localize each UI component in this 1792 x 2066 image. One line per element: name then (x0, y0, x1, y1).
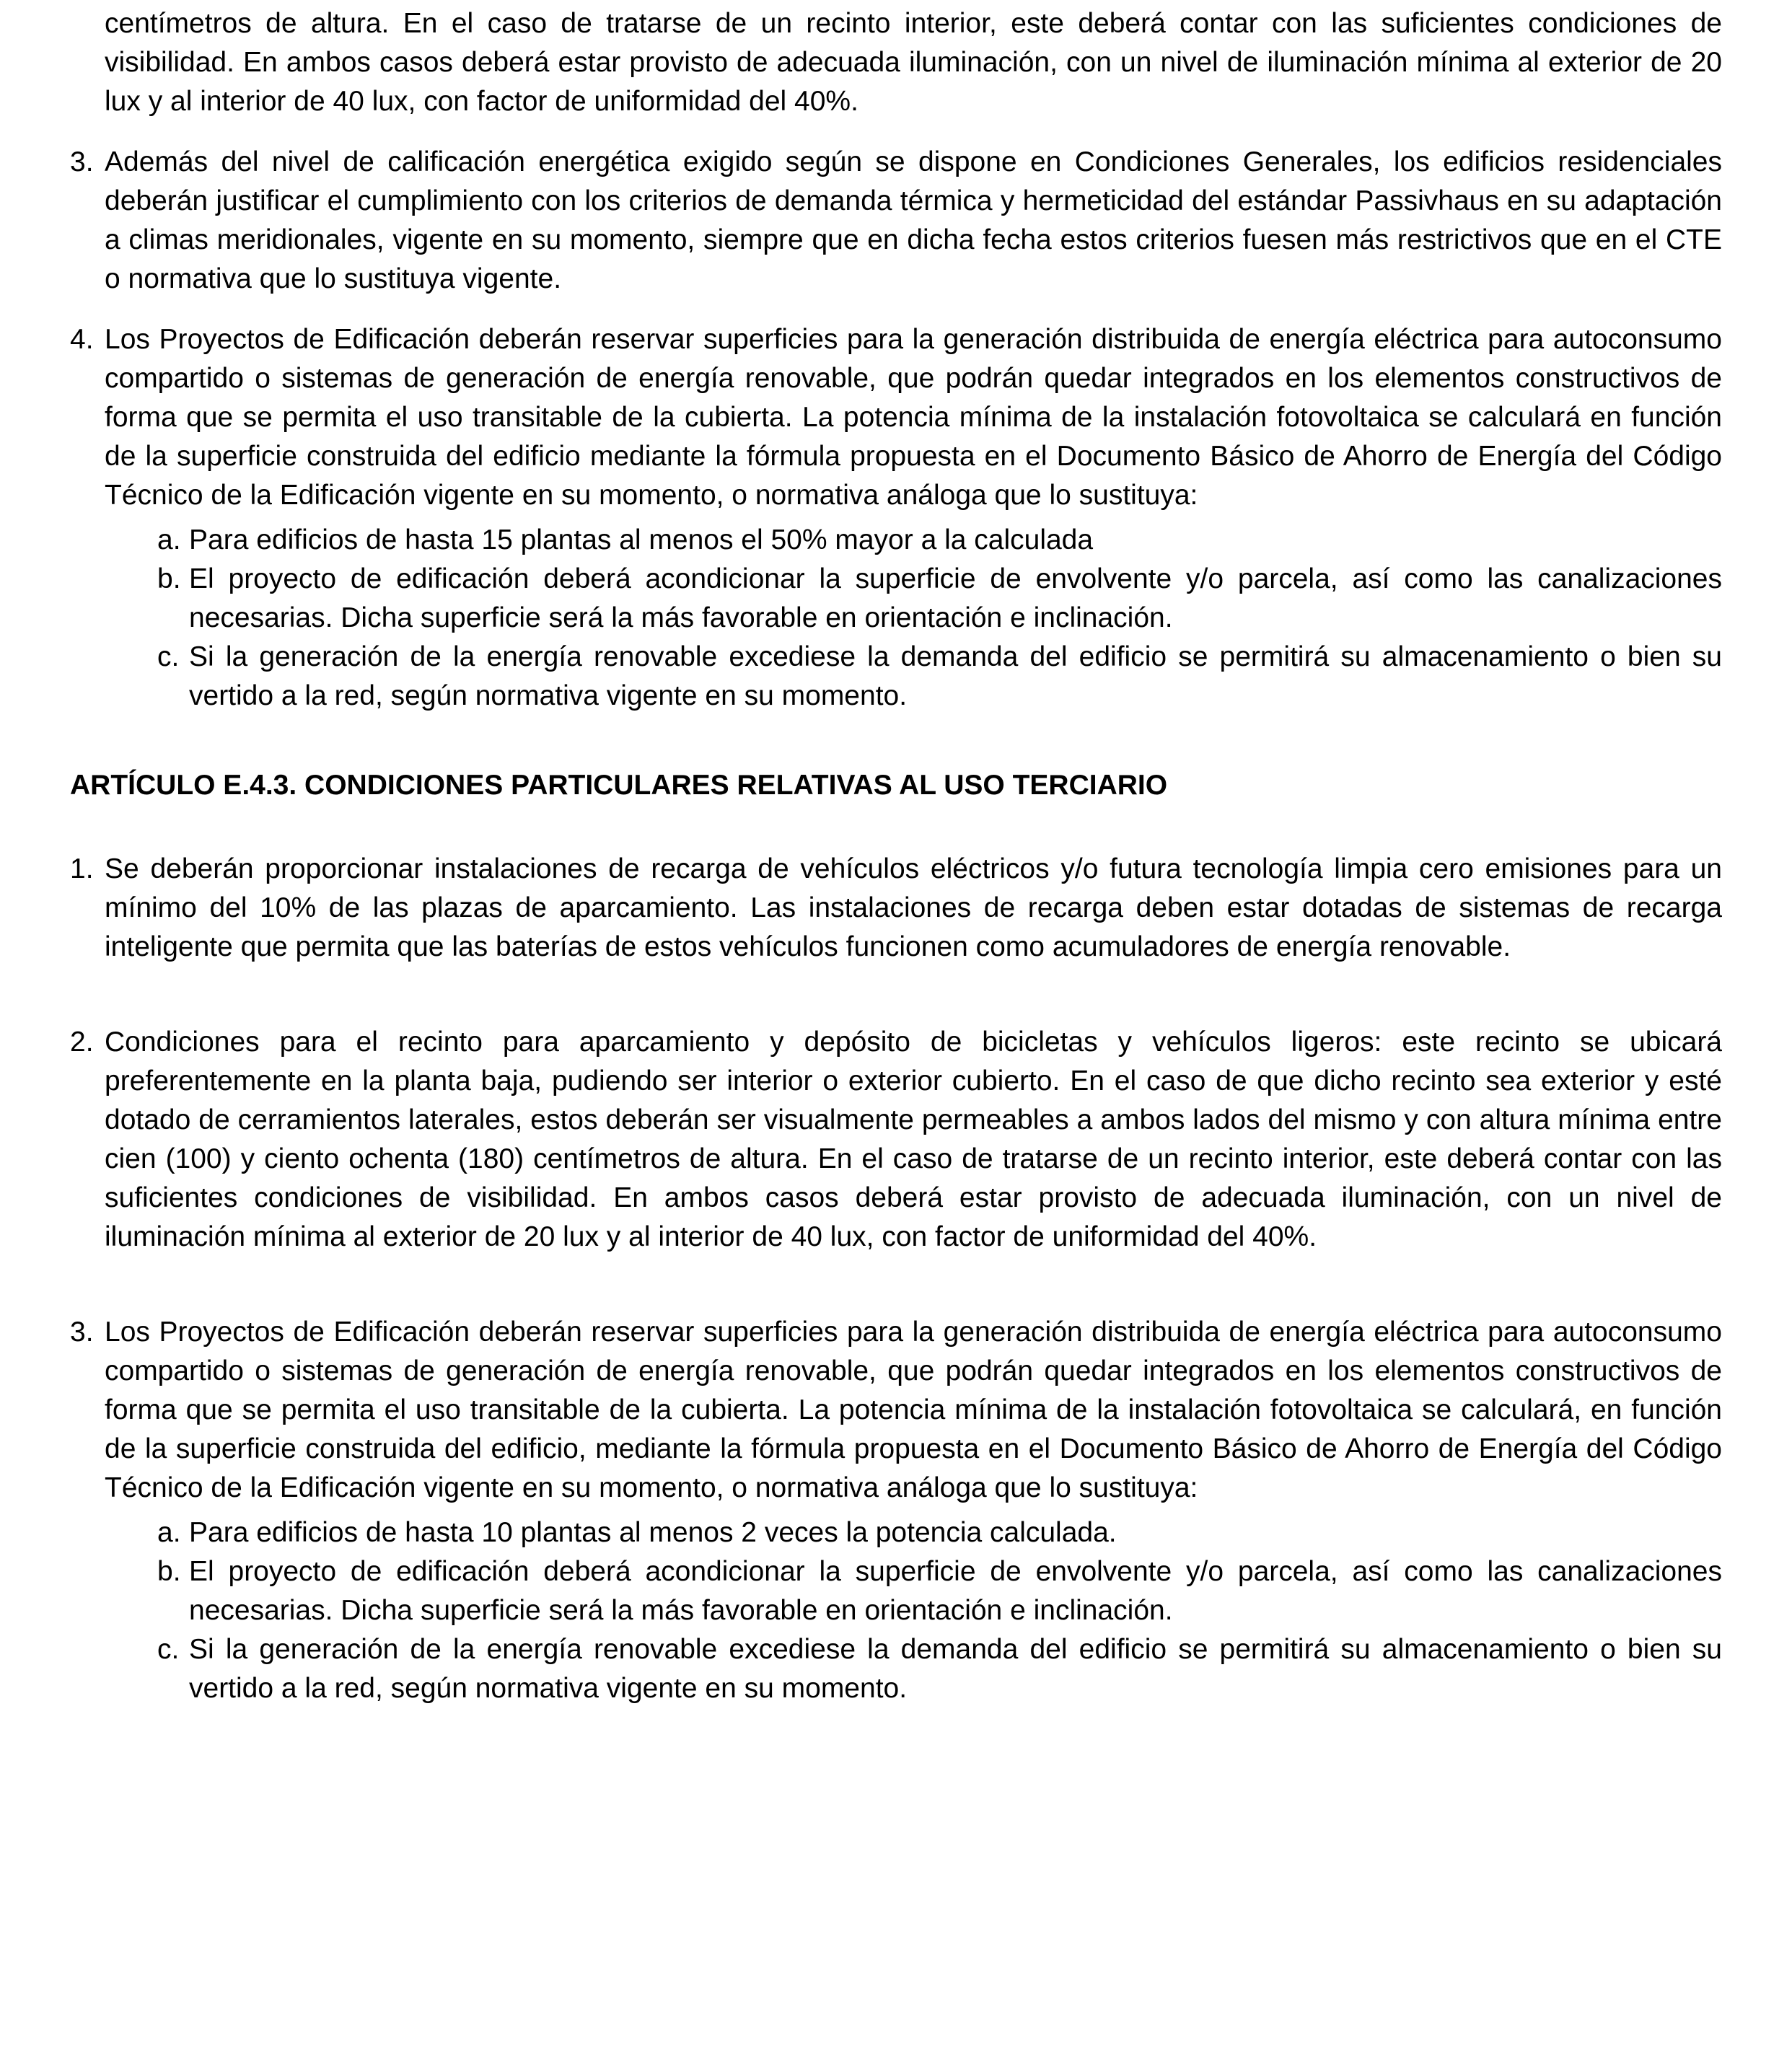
numbered-item (70, 143, 1722, 299)
item-number: 2. (70, 1027, 94, 1058)
item-text: Se deberán proporcionar instalaciones de recarga de vehículos eléctricos y/o futura tecnología limpia cero emisiones para un mínimo del 10% de las plazas de aparcamiento. Las instalaciones de recarga deben estar dotadas de sistemas de recarga inteligente que permita que las baterías de estos vehículos funcionen como acumuladores de energía renovable. (105, 853, 1722, 962)
item-text: Además del nivel de calificación energética exigido según se dispone en Condiciones Generales, los edificios residenciales deberán justificar el cumplimiento con los criterios de demanda térmica y hermeticidad del estándar Passivhaus en su adaptación a climas meridionales, vigente en su momento, siempre que en dicha fecha estos criterios fuesen más restrictivos que en el CTE o normativa que lo sustituya vigente. (105, 146, 1722, 294)
sub-list (157, 1513, 1722, 1708)
sub-item (157, 1630, 1722, 1708)
sub-item-text: El proyecto de edificación deberá acondicionar la superficie de envolvente y/o parcela, así como las canalizaciones necesarias. Dicha superficie será la más favorable en orientación e inclinación. (189, 1556, 1722, 1626)
sub-item (157, 521, 1722, 560)
numbered-item (70, 320, 1722, 515)
sub-item-text: Para edificios de hasta 10 plantas al menos 2 veces la potencia calculada. (189, 1517, 1117, 1548)
sub-item-letter: c. (157, 1634, 180, 1665)
item-text: Condiciones para el recinto para aparcamiento y depósito de bicicletas y vehículos ligeros: este recinto se ubicará preferentemente en la planta baja, pudiendo ser interior o exterior cubierto. En el caso de que dicho recinto sea exterior y esté dotado de cerramientos laterales, estos deberán ser visualmente permeables a ambos lados del mismo y con altura mínima entre cien (100) y ciento ochenta (180) centímetros de altura. En el caso de tratarse de un recinto interior, este deberá contar con las suficientes condiciones de visibilidad. En ambos casos deberá estar provisto de adecuada iluminación, con un nivel de iluminación mínima al exterior de 20 lux y al interior de 40 lux, con factor de uniformidad del 40%. (105, 1027, 1722, 1252)
sub-item (157, 638, 1722, 716)
item-number: 1. (70, 853, 94, 884)
sub-item-letter: b. (157, 1556, 181, 1587)
sub-item-text: Si la generación de la energía renovable excediese la demanda del edificio se permitirá su almacenamiento o bien su vertido a la red, según normativa vigente en su momento. (189, 641, 1722, 711)
paragraph-continuation: centímetros de altura. En el caso de tratarse de un recinto interior, este deberá contar con las suficientes condiciones de visibilidad. En ambos casos deberá estar provisto de adecuada iluminación, con un nivel de iluminación mínima al exterior de 20 lux y al interior de 40 lux, con factor de uniformidad del 40%. (105, 8, 1722, 117)
numbered-item (70, 1023, 1722, 1257)
item-text: Los Proyectos de Edificación deberán reservar superficies para la generación distribuida de energía eléctrica para autoconsumo compartido o sistemas de generación de energía renovable, que podrán quedar integrados en los elementos constructivos de forma que se permita el uso transitable de la cubierta. La potencia mínima de la instalación fotovoltaica se calculará, en función de la superficie construida del edificio, mediante la fórmula propuesta en el Documento Básico de Ahorro de Energía del Código Técnico de la Edificación vigente en su momento, o normativa análoga que lo sustituya: (105, 1316, 1722, 1503)
item-number: 3. (70, 1316, 94, 1348)
sub-item-letter: b. (157, 563, 181, 594)
sub-item-text: El proyecto de edificación deberá acondicionar la superficie de envolvente y/o parcela, así como las canalizaciones necesarias. Dicha superficie será la más favorable en orientación e inclinación. (189, 563, 1722, 633)
item-text: Los Proyectos de Edificación deberán reservar superficies para la generación distribuida de energía eléctrica para autoconsumo compartido o sistemas de generación de energía renovable, que podrán quedar integrados en los elementos constructivos de forma que se permita el uso transitable de la cubierta. La potencia mínima de la instalación fotovoltaica se calculará en función de la superficie construida del edificio mediante la fórmula propuesta en el Documento Básico de Ahorro de Energía del Código Técnico de la Edificación vigente en su momento, o normativa análoga que lo sustituya: (105, 324, 1722, 511)
sub-item-letter: c. (157, 641, 180, 672)
section-heading: ARTÍCULO E.4.3. CONDICIONES PARTICULARES RELATIVAS AL USO TERCIARIO (70, 770, 1168, 801)
sub-item (157, 560, 1722, 638)
sub-item-letter: a. (157, 1517, 181, 1548)
numbered-item (70, 1313, 1722, 1508)
sub-item (157, 1552, 1722, 1630)
numbered-item (70, 850, 1722, 967)
sub-item-letter: a. (157, 524, 181, 555)
sub-item-text: Si la generación de la energía renovable excediese la demanda del edificio se permitirá su almacenamiento o bien su vertido a la red, según normativa vigente en su momento. (189, 1634, 1722, 1704)
item-number: 4. (70, 324, 94, 355)
sub-list (157, 521, 1722, 716)
item-number: 3. (70, 146, 94, 177)
sub-item (157, 1513, 1722, 1552)
sub-item-text: Para edificios de hasta 15 plantas al menos el 50% mayor a la calculada (189, 524, 1094, 555)
